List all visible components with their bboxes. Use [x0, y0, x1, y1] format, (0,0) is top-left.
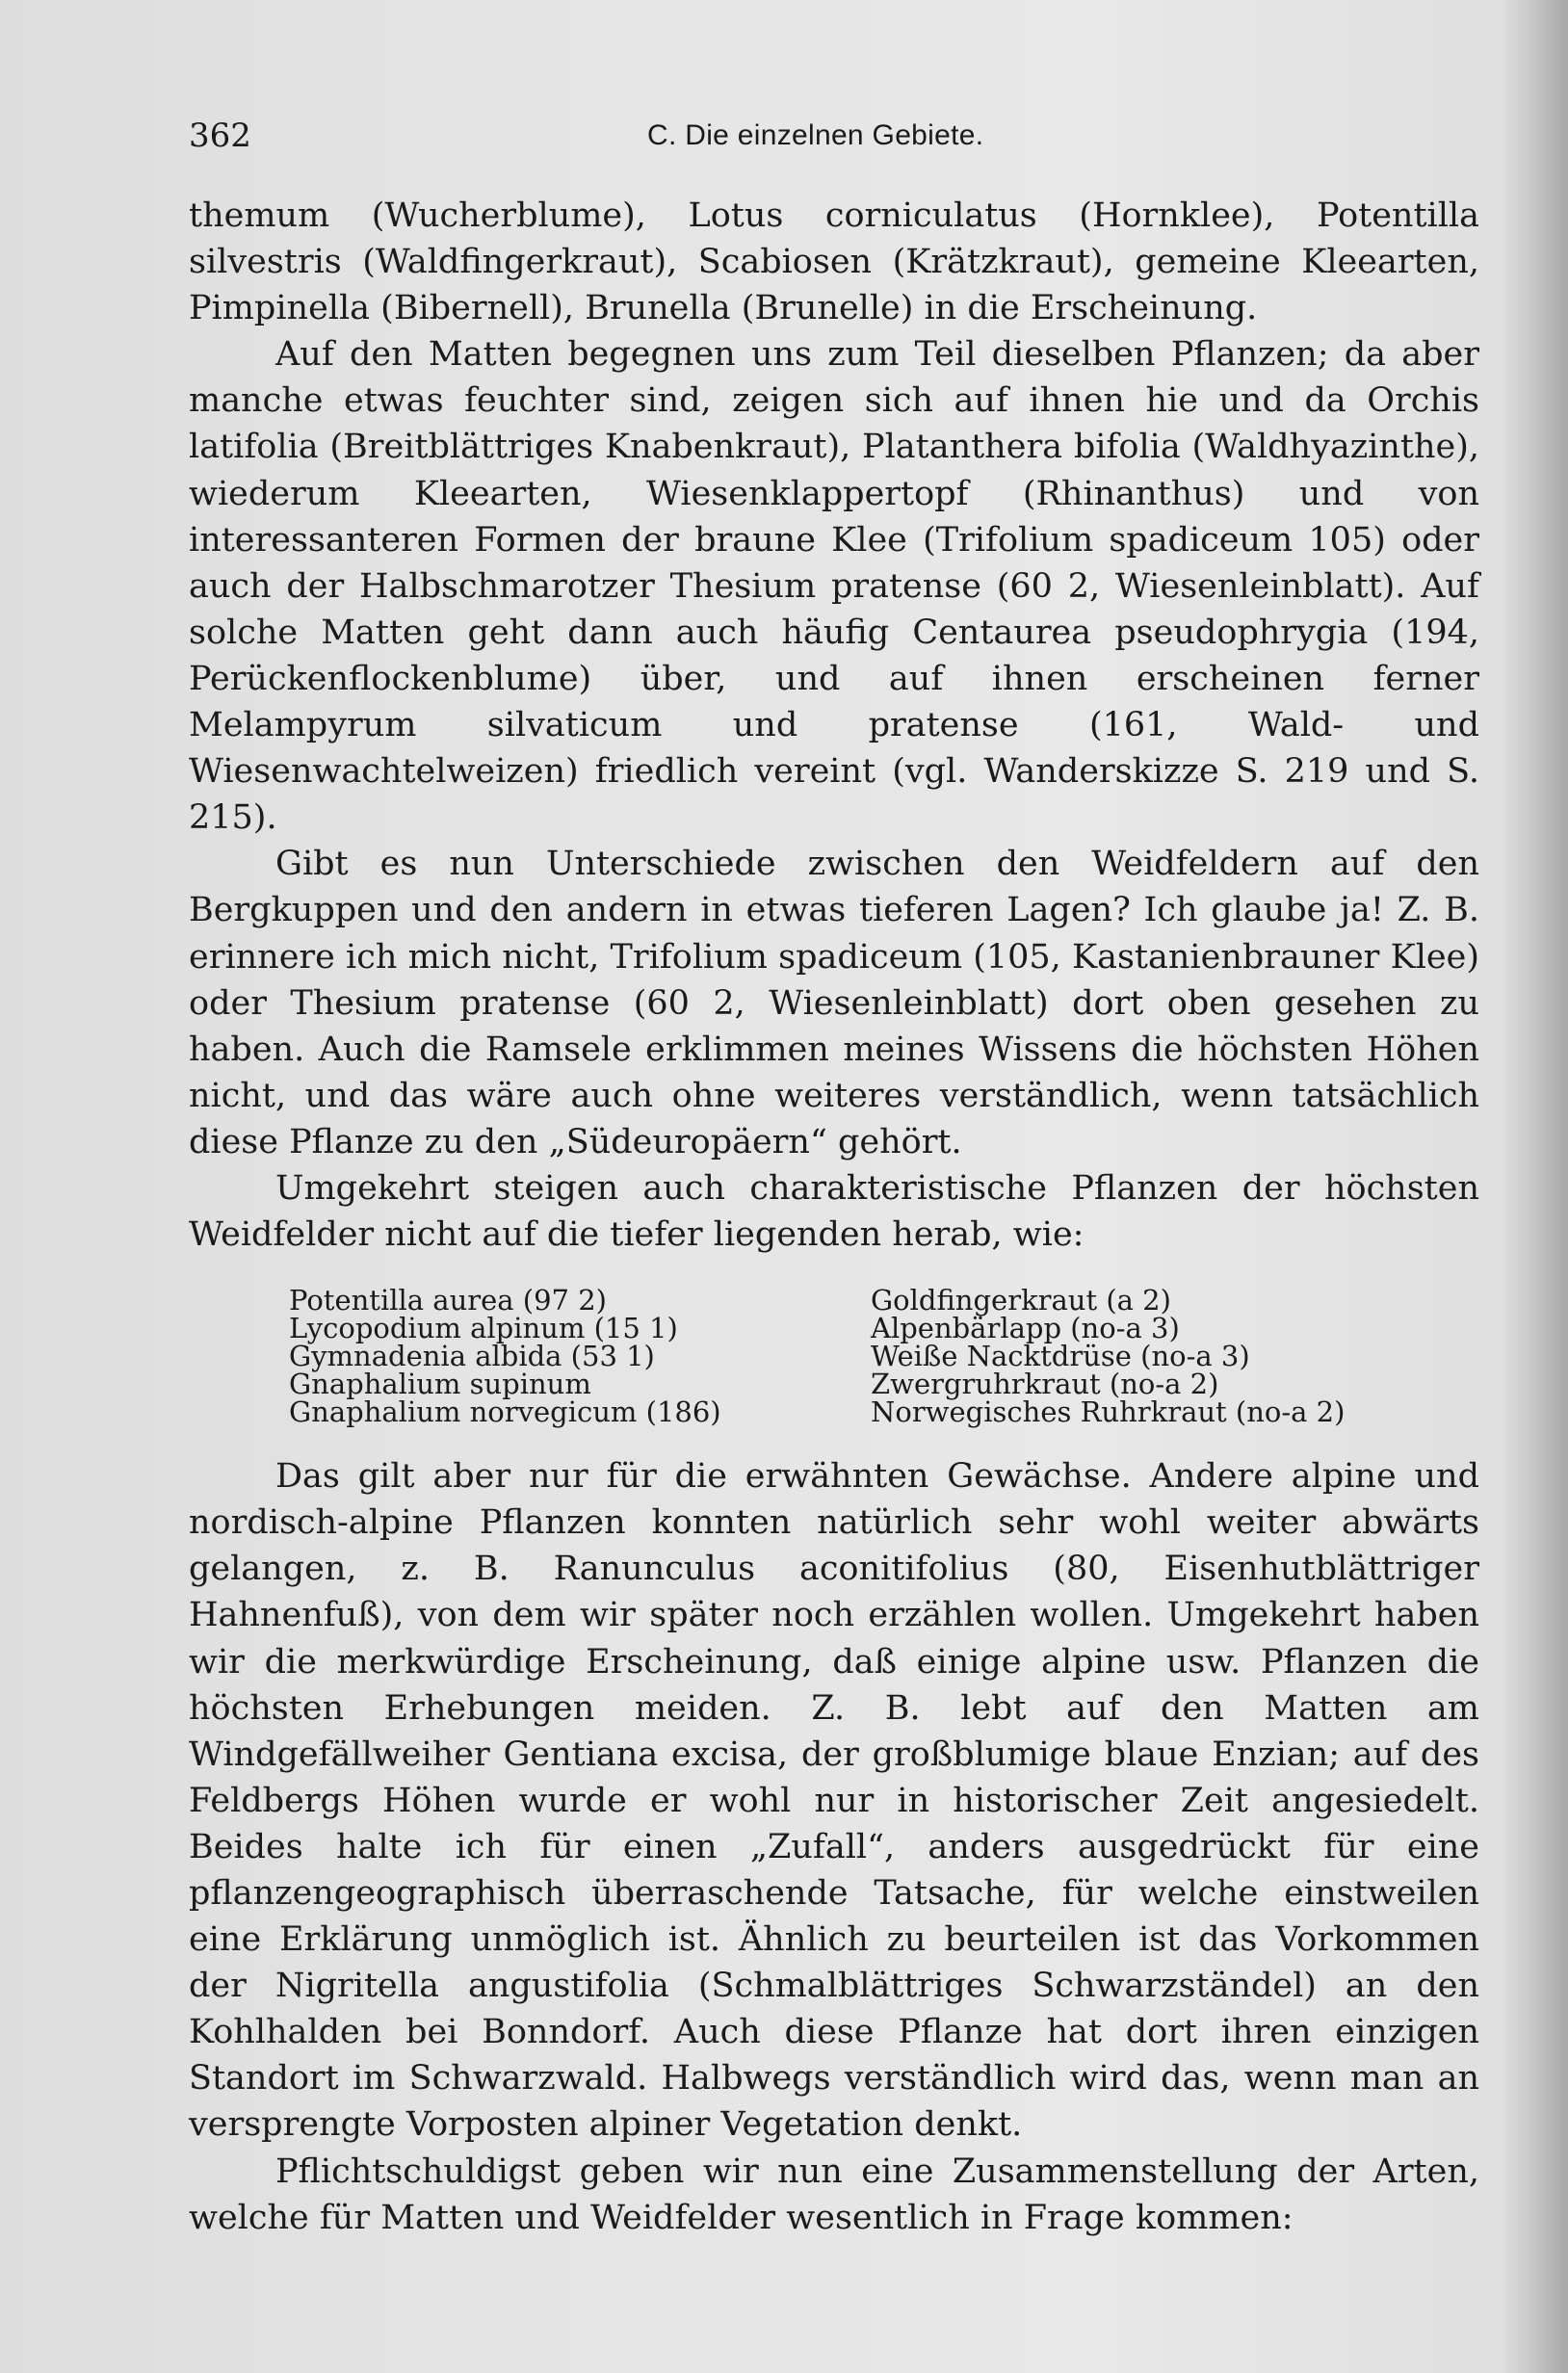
page-number: 362: [189, 117, 251, 155]
german-name: Alpenbärlapp (no-a 3): [871, 1312, 1180, 1345]
paragraph: themum (Wucherblume), Lotus corniculatus (Hornklee), Potentilla silvestris (Waldfingerkraut), Scabiosen (Krätzkraut), gemeine Kleearten, Pimpinella (Bibernell), Brunella (Brunelle) in die Erscheinung.: [189, 196, 1479, 328]
latin-name: Gymnadenia albida (53 1): [289, 1340, 655, 1373]
paragraph: Umgekehrt steigen auch charakteristische Pflanzen der höchsten Weidfelder nicht auf die tiefer liegenden herab, wie:: [189, 1168, 1479, 1255]
table-row: [289, 1370, 1406, 1398]
paragraph: Pflichtschuldigst geben wir nun eine Zusammenstellung der Arten, welche für Matten und Weidfelder wesentlich in Frage kommen:: [189, 2151, 1479, 2237]
species-table: [289, 1284, 1406, 1429]
running-head: C. Die einzelnen Gebiete.: [647, 119, 984, 151]
latin-name: Potentilla aurea (97 2): [289, 1284, 607, 1317]
paragraph: Auf den Matten begegnen uns zum Teil dieselben Pflanzen; da aber manche etwas feuchter sind, zeigen sich auf ihnen hie und da Orchis latifolia (Breitblättriges Knabenkraut), Platanthera bifolia (Waldhyazinthe), wiederum Kleearten, Wiesenklappertopf (Rhinanthus) und von interessanteren Formen der braune Klee (Trifolium spadiceum 105) oder auch der Halbschmarotzer Thesium pratense (60 2, Wiesenleinblatt). Auf solche Matten geht dann auch häufig Centaurea pseudophrygia (194, Perückenflockenblume) über, und auf ihnen erscheinen ferner Melampyrum silvaticum und pratense (161, Wald- und Wiesenwachtelweizen) friedlich vereint (vgl. Wanderskizze S. 219 und S. 215).: [189, 335, 1479, 838]
table-row: [289, 1398, 1406, 1426]
latin-name: Gnaphalium supinum: [289, 1368, 591, 1401]
table-row: [289, 1287, 1406, 1315]
body-text: [189, 193, 1479, 2241]
page-header: [189, 112, 1479, 160]
latin-name: Lycopodium alpinum (15 1): [289, 1312, 678, 1345]
table-row: [289, 1343, 1406, 1370]
german-name: Weiße Nacktdrüse (no-a 3): [871, 1340, 1250, 1373]
table-row: [289, 1315, 1406, 1343]
german-name: Zwergruhrkraut (no-a 2): [871, 1368, 1219, 1401]
german-name: Norwegisches Ruhrkraut (no-a 2): [871, 1395, 1346, 1429]
german-name: Goldfingerkraut (a 2): [871, 1284, 1171, 1317]
paragraph: Gibt es nun Unterschiede zwischen den Weidfeldern auf den Bergkuppen und den andern in etwas tieferen Lagen? Ich glaube ja! Z. B. erinnere ich mich nicht, Trifolium spadiceum (105, Kastanienbrauner Klee) oder Thesium pratense (60 2, Wiesenleinblatt) dort oben gesehen zu haben. Auch die Ramsele erklimmen meines Wissens die höchsten Höhen nicht, und das wäre auch ohne weiteres verständlich, wenn tatsächlich diese Pflanze zu den „Südeuropäern“ gehört.: [189, 845, 1479, 1161]
latin-name: Gnaphalium norvegicum (186): [289, 1395, 721, 1429]
paragraph: Das gilt aber nur für die erwähnten Gewächse. Andere alpine und nordisch-alpine Pflanzen konnten natürlich sehr wohl weiter abwärts gelangen, z. B. Ranunculus aconitifolius (80, Eisenhutblättriger Hahnenfuß), von dem wir später noch erzählen wollen. Umgekehrt haben wir die merkwürdige Erscheinung, daß einige alpine usw. Pflanzen die höchsten Erhebungen meiden. Z. B. lebt auf den Matten am Windgefällweiher Gentiana excisa, der großblumige blaue Enzian; auf des Feldbergs Höhen wurde er wohl nur in historischer Zeit angesiedelt. Beides halte ich für einen „Zufall“, anders ausgedrückt für eine pflanzengeographisch überraschende Tatsache, für welche einstweilen eine Erklärung unmöglich ist. Ähnlich zu beurteilen ist das Vorkommen der Nigritella angustifolia (Schmalblättriges Schwarzständel) an den Kohlhalden bei Bonndorf. Auch diese Pflanze hat dort ihren einzigen Standort im Schwarzwald. Halbwegs verständlich wird das, wenn man an versprengte Vorposten alpiner Vegetation denkt.: [189, 1457, 1479, 2145]
scan-shadow-edge: [1501, 0, 1568, 2373]
